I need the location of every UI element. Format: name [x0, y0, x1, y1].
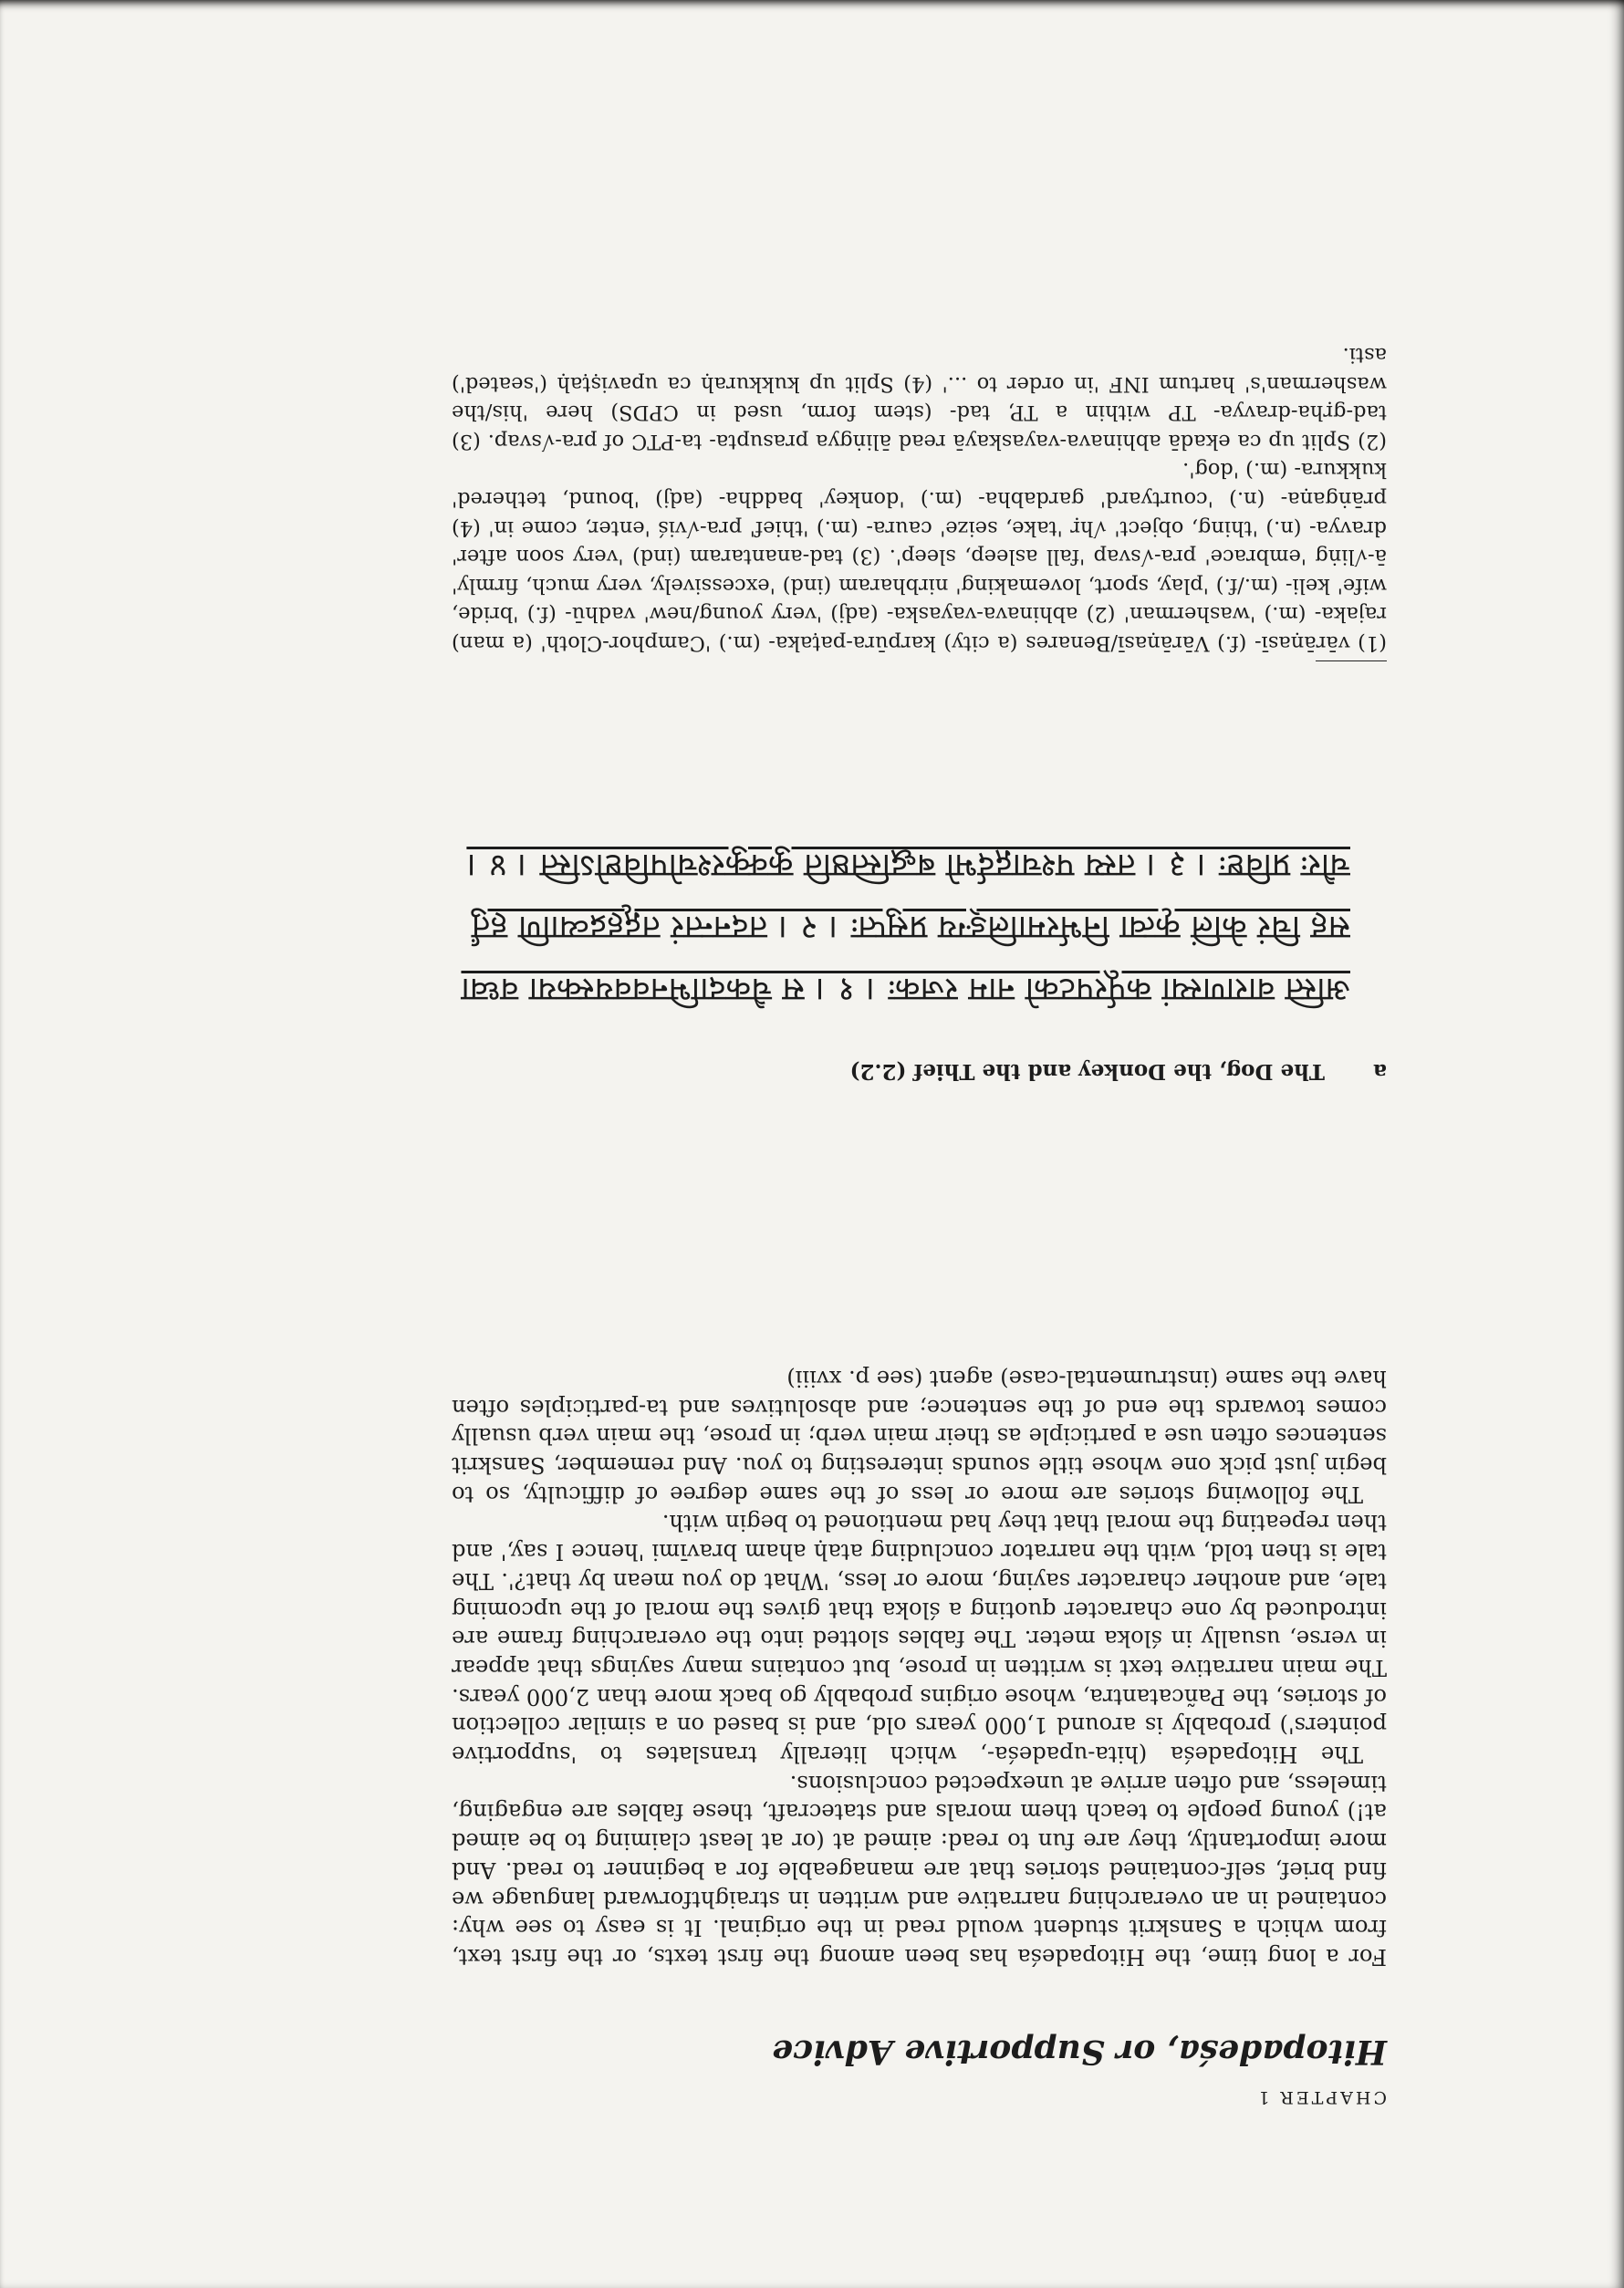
chapter-title: Hitopadeśa, or Supportive Advice	[772, 2033, 1387, 2071]
sanskrit-text: अस्ति वाराणस्यां कर्पूरपटको नाम रजकः । १ । स चैकदाभिनववयस्कया वध्वा सह चिरं केलिं कृत्वा निर्भरमालिङ्ग्य प्रसुप्तः । २ । तदनन्तरं तद्गृहद्रव्याणि हर्तुं चौरः प्रविष्टः । ३ । तस्य पश्चाद्गर्दभो बद्धस्तिष्ठति कुक्कुरश्चोपविष्टोऽस्ति । ४ ।	[461, 847, 1350, 1008]
chapter-label: CHAPTER 1	[1255, 2087, 1387, 2107]
story-letter: a	[1373, 1059, 1387, 1084]
story-heading	[452, 1059, 1387, 1084]
grammar-note: (2) Split up ca ekadā abhinava-vayaskayā read āliṅgya prasupta- ta-PTC of pra-√svap. (3) tad-gṛha-dravya- TP within a TP, tad- (stem form, used in CPDS) here 'his/the washerman's' hartum INF 'in order to ...' (4) Split up kukkuraḥ ca upaviṣṭaḥ ('seated') asti.	[452, 343, 1387, 453]
vocabulary-note: (1) vārāṇasī- (f.) Vārāṇasī/Benares (a city) karpūra-paṭaka- (m.) 'Camphor-Cloth' (a man) rajaka- (m.) 'washerman' (2) abhinava-vayaska- (adj) 'very young/new' vadhū- (f.) 'bride, wife' keli- (m./f.) 'play, sport, lovemaking' nirbharam (ind) 'excessively, very much, firmly' ā-√liṅg 'embrace' pra-√svap 'fall asleep, sleep'. (3) tad-anantaram (ind) 'very soon after' dravya- (n.) 'thing, object' √hṛ 'take, seize' caura- (m.) 'thief' pra-√viś 'enter, come in' (4) prāṅgaṇa- (n.) 'courtyard' gardabha- (m.) 'donkey' baddha- (adj) 'bound, tethered' kukkura- (m.) 'dog'.	[452, 458, 1387, 655]
notes-divider	[1316, 660, 1387, 661]
intro-text	[452, 1363, 1387, 1971]
story-title: The Dog, the Donkey and the Thief (2.2)	[849, 1059, 1325, 1084]
vocabulary-notes	[452, 339, 1387, 657]
intro-paragraph: For a long time, the Hitopadeśa has been among the first texts, or the first text, from which a Sanskrit student would read in the original. It is easy to see why: contained in an overarching narrative and written in straightforward language we find brief, self-contained stories that are manageable for a beginner to read. And more importantly, they are fun to read: aimed at (or at least claiming to be aimed at!) young people to teach them morals and statecraft, these fables are engaging, timeless, and often arrive at unexpected conclusions.	[452, 1770, 1387, 1970]
intro-paragraph: The following stories are more or less of the same degree of difficulty, so to begin just pick one whose title sounds interesting to you. And remember, Sanskrit sentences often use a participle as their main verb; in prose, the main verb usually comes towards the end of the sentence; and absolutives and ta-participles often have the same (instrumental-case) agent (see p. xviii)	[452, 1365, 1387, 1507]
intro-paragraph: The Hitopadeśa (hita-upadeśa-, which literally translates to 'supportive pointers') probably is around 1,000 years old, and is based on a similar collection of stories, the Pañcatantra, whose origins probably go back more than 2,000 years. The main narrative text is written in prose, but contains many sayings that appear in verse, usually in śloka meter. The fables slotted into the overarching frame are introduced by one character quoting a śloka that gives the moral of the upcoming tale, and another character saying, more or less, 'What do you mean by that?'. The tale is then told, with the narrator concluding ataḥ aham bravīmi 'hence I say,' and then repeating the moral that they had mentioned to begin with.	[452, 1510, 1387, 1768]
